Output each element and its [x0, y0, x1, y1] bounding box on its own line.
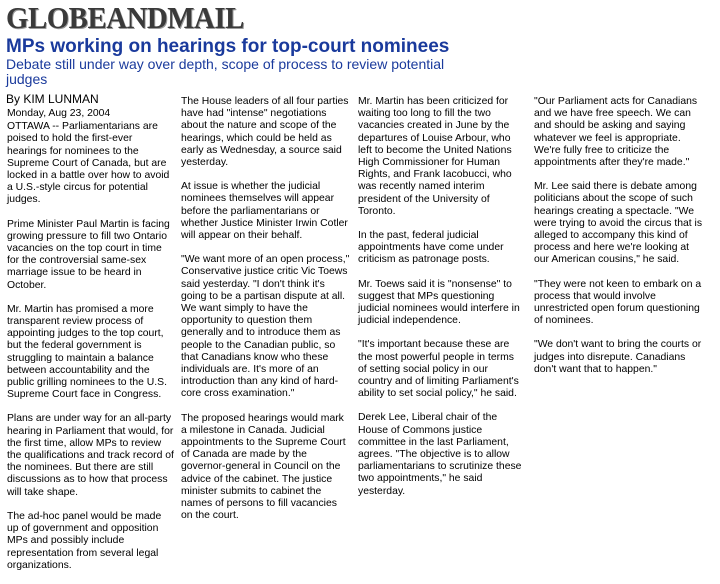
paragraph: At issue is whether the judicial nominees themselves will appear before the parliamentarians or whether Justice Minister Irwin Cotler will appear on their behalf.	[181, 181, 348, 242]
subhead: Debate still under way over depth, scope of process to review potential judges	[6, 56, 445, 87]
article-column-4	[534, 96, 704, 388]
paragraph: "It's important because these are the most powerful people in terms of setting social policy in our country and of limiting Parliament's ability to set social policy," he said.	[358, 339, 519, 400]
paragraph: Mr. Martin has been criticized for waiting too long to fill the two vacancies created in June by the departures of Louise Arbour, who left to become the United Nations High Commissioner for Human Rights, and Frank Iacobucci, who was recently named interim president of the University of Toronto.	[358, 96, 512, 217]
paragraph: OTTAWA -- Parliamentarians are poised to hold the first-ever hearings for nominees to the Supreme Court of Canada, but are locked in a battle over how to avoid a U.S.-style circus for potential judges.	[7, 121, 170, 206]
article-column-3	[358, 96, 524, 510]
paragraph: Mr. Toews said it is "nonsense" to suggest that MPs questioning judicial nominees would interfere in judicial independence.	[358, 278, 520, 327]
paragraph: Mr. Lee said there is debate among politicians about the scope of such hearings creating a spectacle. "We were trying to avoid the circus that is alleged to accompany this kind of process and here we're looking at our American cousins," he said.	[534, 181, 703, 266]
paragraph: "We don't want to bring the courts or judges into disrepute. Canadians don't want that to happen."	[534, 339, 702, 375]
article-column-2	[181, 96, 351, 535]
paragraph: Derek Lee, Liberal chair of the House of Commons justice committee in the last Parliament, agrees. "The objective is to allow parliamentarians to scrutinize these two appointments," he said yesterday.	[358, 412, 522, 497]
headline: MPs working on hearings for top-court nominees	[6, 36, 450, 57]
byline: By KIM LUNMAN	[6, 92, 99, 106]
paragraph: In the past, federal judicial appointments have come under criticism as patronage posts.	[358, 230, 504, 266]
paragraph: Plans are under way for an all-party hearing in Parliament that would, for the first time, allow MPs to review the qualifications and track record of the nominees. But there are still discussions as to how that process will take shape.	[7, 413, 174, 498]
paragraph: "They were not keen to embark on a process that would involve unrestricted open forum questioning of nominees.	[534, 278, 702, 327]
paragraph: The House leaders of all four parties have had "intense" negotiations about the nature and scope of the hearings, which could be held as early as Wednesday, a source said yesterday.	[181, 96, 349, 169]
paragraph: The proposed hearings would mark a milestone in Canada. Judicial appointments to the Supreme Court of Canada are made by the governor-general in Council on the advice of the cabinet. The justice minister submits to cabinet the names of persons to fill vacancies on the court.	[181, 412, 346, 522]
paragraph: "Our Parliament acts for Canadians and we have free speech. We can and should be asking and saying whatever we feel is appropriate. We're fully free to criticize the appointments after they're made."	[534, 96, 698, 169]
paragraph: The ad-hoc panel would be made up of government and opposition MPs and possibly include representation from several legal organizations.	[7, 510, 162, 571]
paragraph: "We want more of an open process," Conservative justice critic Vic Toews said yesterday. "I don't think it's going to be a partisan dispute at all. We want simply to have the opportunity to question them generally and to introduce them as people to the Canadian public, so that Canadians know who these individuals are. It's more of an introduction than any kind of hard-core cross examination."	[181, 254, 350, 400]
article-column-1	[7, 108, 175, 584]
paragraph: Mr. Martin has promised a more transparent review process of appointing judges to the top court, but the federal government is struggling to maintain a balance between accountability and the public grilling nominees to the U.S. Supreme Court face in Congress.	[7, 303, 167, 401]
masthead: GLOBEANDMAIL	[6, 0, 244, 35]
paragraph: Prime Minister Paul Martin is facing growing pressure to fill two Ontario vacancies on the top court in time for the controversial same-sex marriage issue to be heard in October.	[7, 218, 170, 291]
dateline: Monday, Aug 23, 2004	[7, 108, 111, 119]
